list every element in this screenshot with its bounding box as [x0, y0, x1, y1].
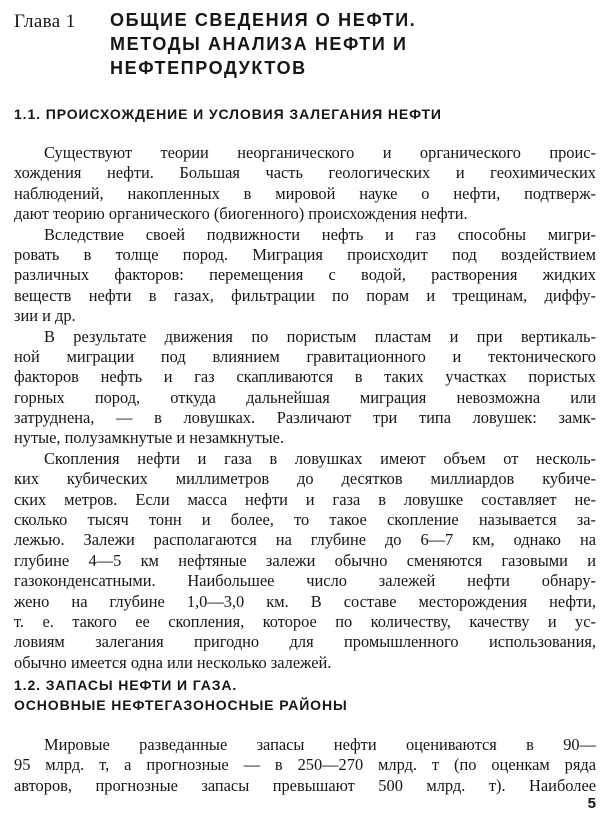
text-line: обычно имеется одна или несколько залежей.: [14, 652, 332, 672]
text-line: факторов нефть и газ скапливаются в таких участках пористых: [14, 367, 596, 387]
text-line: ной миграции под влиянием гравитационного и тектонического: [14, 346, 596, 366]
text-line: веществ нефти в газах, фильтрации по порам и трещинам, диффу-: [14, 285, 596, 305]
text-line: авторов, прогнозные запасы превышают 500 млрд. т). Наиболее: [14, 775, 596, 795]
text-line: ловиям залегания пригодно для промышленного использования,: [14, 632, 596, 652]
section-heading-line: ОСНОВНЫЕ НЕФТЕГАЗОНОСНЫЕ РАЙОНЫ: [14, 697, 348, 713]
text-line: глубине 4—5 км нефтяные залежи обычно сменяются газовыми и: [14, 550, 596, 570]
text-line: дают теорию органического (биогенного) происхождения нефти.: [14, 204, 468, 224]
text-line: 95 млрд. т, а прогнозные — в 250—270 млрд. т (по оценкам ряда: [14, 755, 596, 775]
text-line: ских метров. Если масса нефти и газа в ловушке составляет не-: [14, 489, 596, 509]
text-line: горных пород, откуда дальнейшая миграция невозможна или: [14, 387, 596, 407]
text-line: лежью. Залежи располагаются на глубине до 6—7 км, однако на: [14, 530, 596, 550]
text-line: В результате движения по пористым пластам и при вертикаль-: [44, 326, 596, 346]
section-heading-line: 1.2. ЗАПАСЫ НЕФТИ И ГАЗА.: [14, 677, 238, 693]
text-line: Вследствие своей подвижности нефть и газ способны мигри-: [44, 224, 596, 244]
text-line: Мировые разведанные запасы нефти оцениваются в 90—: [44, 735, 596, 754]
section-1-2-text: [14, 735, 596, 796]
text-line: затруднена, — в ловушках. Различают три типа ловушек: замк-: [14, 408, 596, 428]
text-line: различных факторов: перемещения с водой, растворения жидких: [14, 265, 596, 285]
chapter-label: Глава 1: [14, 11, 76, 32]
text-line: жено на глубине 1,0—3,0 км. В составе месторождения нефти,: [14, 591, 596, 611]
text-line: ких кубических миллиметров до десятков миллиардов кубиче-: [14, 469, 596, 489]
text-line: хождения нефти. Большая часть геологических и геохимических: [14, 163, 596, 183]
text-line: сколько тысяч тонн и более, то такое скопление называется за-: [14, 510, 596, 530]
chapter-title-line: ОБЩИЕ СВЕДЕНИЯ О НЕФТИ.: [110, 10, 417, 30]
text-line: т. е. такого ее скопления, которое по количеству, качеству и ус-: [14, 611, 596, 631]
section-heading-line: 1.1. ПРОИСХОЖДЕНИЕ И УСЛОВИЯ ЗАЛЕГАНИЯ НЕФТИ: [14, 106, 442, 122]
text-line: ровать в толще пород. Миграция происходит под воздействием: [14, 244, 596, 264]
section-heading-1-2: [14, 675, 348, 715]
section-heading-1-1: [14, 104, 442, 124]
chapter-title-line: НЕФТЕПРОДУКТОВ: [110, 58, 307, 78]
text-line: зии и др.: [14, 306, 76, 326]
section-1-1-text: [14, 143, 596, 673]
text-line: нутые, полузамкнутые и незамкнутые.: [14, 428, 285, 448]
text-line: газоконденсатными. Наибольшее число залежей нефти обнару-: [14, 571, 596, 591]
text-line: Скопления нефти и газа в ловушках имеют объем от несколь-: [44, 448, 596, 468]
page-number: 5: [587, 795, 596, 812]
chapter-title: [110, 8, 416, 80]
chapter-title-line: МЕТОДЫ АНАЛИЗА НЕФТИ И: [110, 34, 408, 54]
text-line: Существуют теории неорганического и органического проис-: [44, 143, 596, 162]
text-line: наблюдений, накопленных в мировой науке о нефти, подтверж-: [14, 183, 596, 203]
